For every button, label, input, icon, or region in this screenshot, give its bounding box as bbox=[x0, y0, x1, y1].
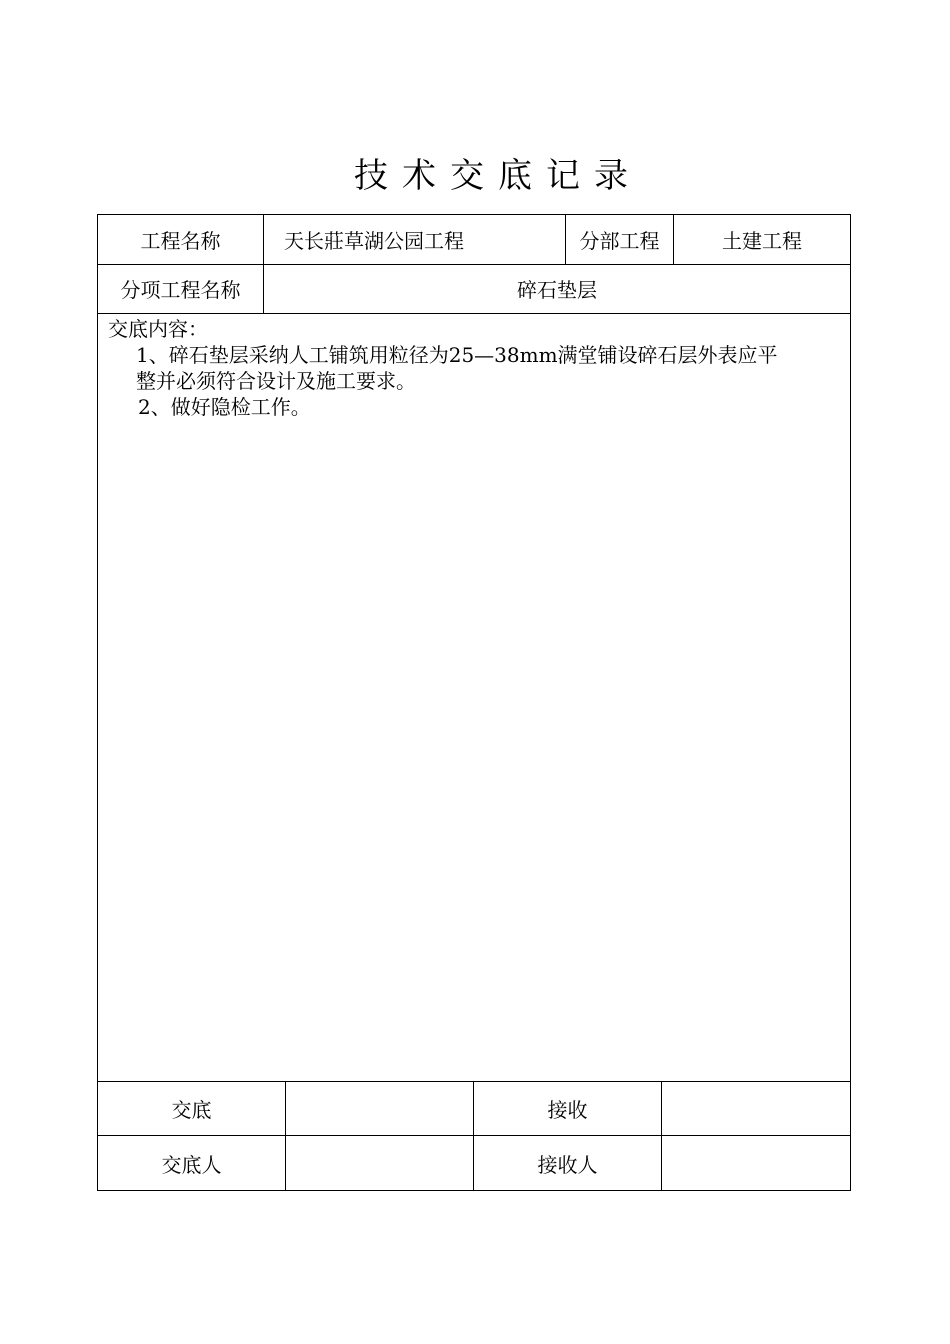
content-item-1-line-2: 整并必须符合设计及施工要求。 bbox=[136, 369, 416, 393]
header-row-1 bbox=[97, 214, 851, 265]
project-name-label: 工程名称 bbox=[98, 215, 264, 264]
document-title: 技术交底记录 bbox=[354, 156, 642, 196]
disclosure-content bbox=[97, 313, 851, 1082]
receive-label: 接收 bbox=[474, 1082, 662, 1135]
receiver-person-label: 接收人 bbox=[474, 1136, 662, 1190]
content-item-2: 2、做好隐检工作。 bbox=[138, 395, 311, 419]
content-heading: 交底内容： bbox=[108, 317, 208, 341]
header-row-2 bbox=[97, 264, 851, 314]
signature-row-2 bbox=[97, 1136, 851, 1191]
signature-row-1 bbox=[97, 1081, 851, 1136]
subitem-value: 碎石垫层 bbox=[517, 278, 597, 302]
receiver-person-value bbox=[662, 1136, 850, 1190]
division-value: 土建工程 bbox=[722, 229, 802, 253]
handover-person-value bbox=[286, 1136, 474, 1190]
project-name-value: 天长莊草湖公园工程 bbox=[264, 215, 566, 264]
division-label: 分部工程 bbox=[566, 215, 674, 264]
handover-label: 交底 bbox=[98, 1082, 286, 1135]
handover-value bbox=[286, 1082, 474, 1135]
subitem-label: 分项工程名称 bbox=[98, 264, 264, 313]
handover-person-label: 交底人 bbox=[98, 1136, 286, 1190]
content-item-1-line-1: 1、碎石垫层采纳人工铺筑用粒径为25—38mm满堂铺设碎石层外表应平 bbox=[136, 343, 778, 367]
receive-value bbox=[662, 1082, 850, 1135]
